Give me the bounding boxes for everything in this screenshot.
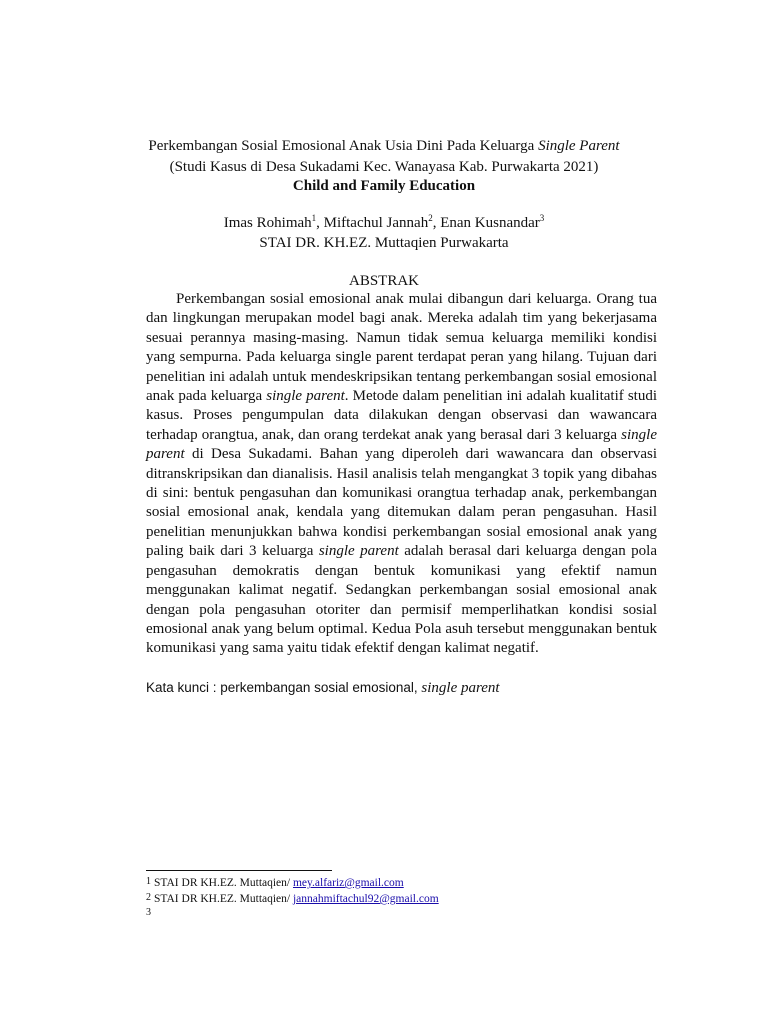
author-name: Enan Kusnandar bbox=[440, 215, 540, 231]
footnote-number: 3 bbox=[146, 907, 151, 918]
keywords-line bbox=[146, 678, 500, 698]
footnote-divider bbox=[146, 870, 332, 871]
author-separator: , bbox=[316, 215, 324, 231]
abstract-paragraph bbox=[146, 290, 657, 659]
title-italic-text: Single Parent bbox=[538, 138, 620, 154]
footnote-1 bbox=[146, 875, 404, 892]
email-link[interactable]: mey.alfariz@gmail.com bbox=[292, 877, 404, 889]
title-text: Perkembangan Sosial Emosional Anak Usia Dini Pada Keluarga bbox=[148, 138, 539, 154]
abstract-text: adalah berasal dari keluarga dengan pola pengasuhan demokratis dengan bentuk komunikasi yang efektif namun menggunakan kalimat negatif. Sedangkan perkembangan sosial emosional anak dengan pola pengasuhan otoriter dan permisif memperlihatkan kondisi sosial emosional anak yang belum optimal. Kedua Pola asuh tersebut menggunakan bentuk komunikasi yang sama yaitu tidak efektif dengan kalimat negatif. bbox=[146, 543, 657, 657]
footnote-number: 1 bbox=[146, 876, 151, 887]
abstract-italic-term: single parent bbox=[266, 388, 345, 405]
author-separator: , bbox=[432, 215, 441, 231]
author-list bbox=[0, 213, 768, 234]
abstract-heading: ABSTRAK bbox=[348, 273, 419, 289]
email-link[interactable]: jannahmiftachul92@gmail.com bbox=[292, 893, 439, 905]
keywords-italic: single parent bbox=[421, 680, 500, 696]
abstract-text: Perkembangan sosial emosional anak mulai dibangun dari keluarga. Orang tua dan lingkungan merupakan model bagi anak. Mereka adalah tim yang bekerjasama sesuai perannya masing-masing. Namun tidak semua keluarga memiliki kondisi yang sempurna. Pada keluarga single parent terdapat peran yang hilang. Tujuan dari penelitian ini adalah untuk mendeskripsikan tentang perkembangan sosial emosional anak pada keluarga bbox=[146, 291, 657, 405]
abstract-italic-term: single parent bbox=[318, 543, 399, 560]
paper-title bbox=[0, 136, 768, 157]
abstract-text: di Desa Sukadami. Bahan yang diperoleh dari wawancara dan observasi ditranskripsikan dan dianalisis. Hasil analisis telah mengangkat 3 topik yang dibahas di sini: bentuk pengasuhan dan komunikasi orangtua terhadap anak, perkembangan sosial emosional anak, kendala yang ditemukan dalam peran pengasuhan. Hasil penelitian menunjukkan bahwa kondisi perkembangan sosial emosional anak yang paling baik dari 3 keluarga bbox=[146, 446, 657, 560]
footnote-3 bbox=[146, 906, 154, 923]
abstract-text: . Metode dalam penelitian ini adalah kualitatif studi kasus. Proses pengumpulan data dilakukan dengan observasi dan wawancara terhadap orangtua, anak, dan orang terdekat anak yang berasal dari 3 keluarga bbox=[146, 388, 658, 443]
author-name: Miftachul Jannah bbox=[323, 215, 429, 231]
footnote-2 bbox=[146, 891, 439, 908]
footnote-text: STAI DR KH.EZ. Muttaqien/ bbox=[154, 877, 293, 889]
footnote-text: STAI DR KH.EZ. Muttaqien/ bbox=[154, 893, 293, 905]
paper-category: Child and Family Education bbox=[292, 178, 476, 194]
author-footnote-marker: 2 bbox=[428, 213, 433, 223]
footnote-number: 2 bbox=[146, 892, 151, 903]
abstract-italic-term: single parent bbox=[146, 426, 657, 463]
author-name: Imas Rohimah bbox=[223, 215, 312, 231]
author-affiliation: STAI DR. KH.EZ. Muttaqien Purwakarta bbox=[259, 235, 509, 251]
keywords-label: Kata kunci : perkembangan sosial emosional, bbox=[146, 680, 422, 695]
author-footnote-marker: 1 bbox=[311, 213, 317, 223]
author-footnote-marker: 3 bbox=[539, 213, 545, 223]
paper-subtitle: (Studi Kasus di Desa Sukadami Kec. Wanayasa Kab. Purwakarta 2021) bbox=[169, 159, 599, 175]
